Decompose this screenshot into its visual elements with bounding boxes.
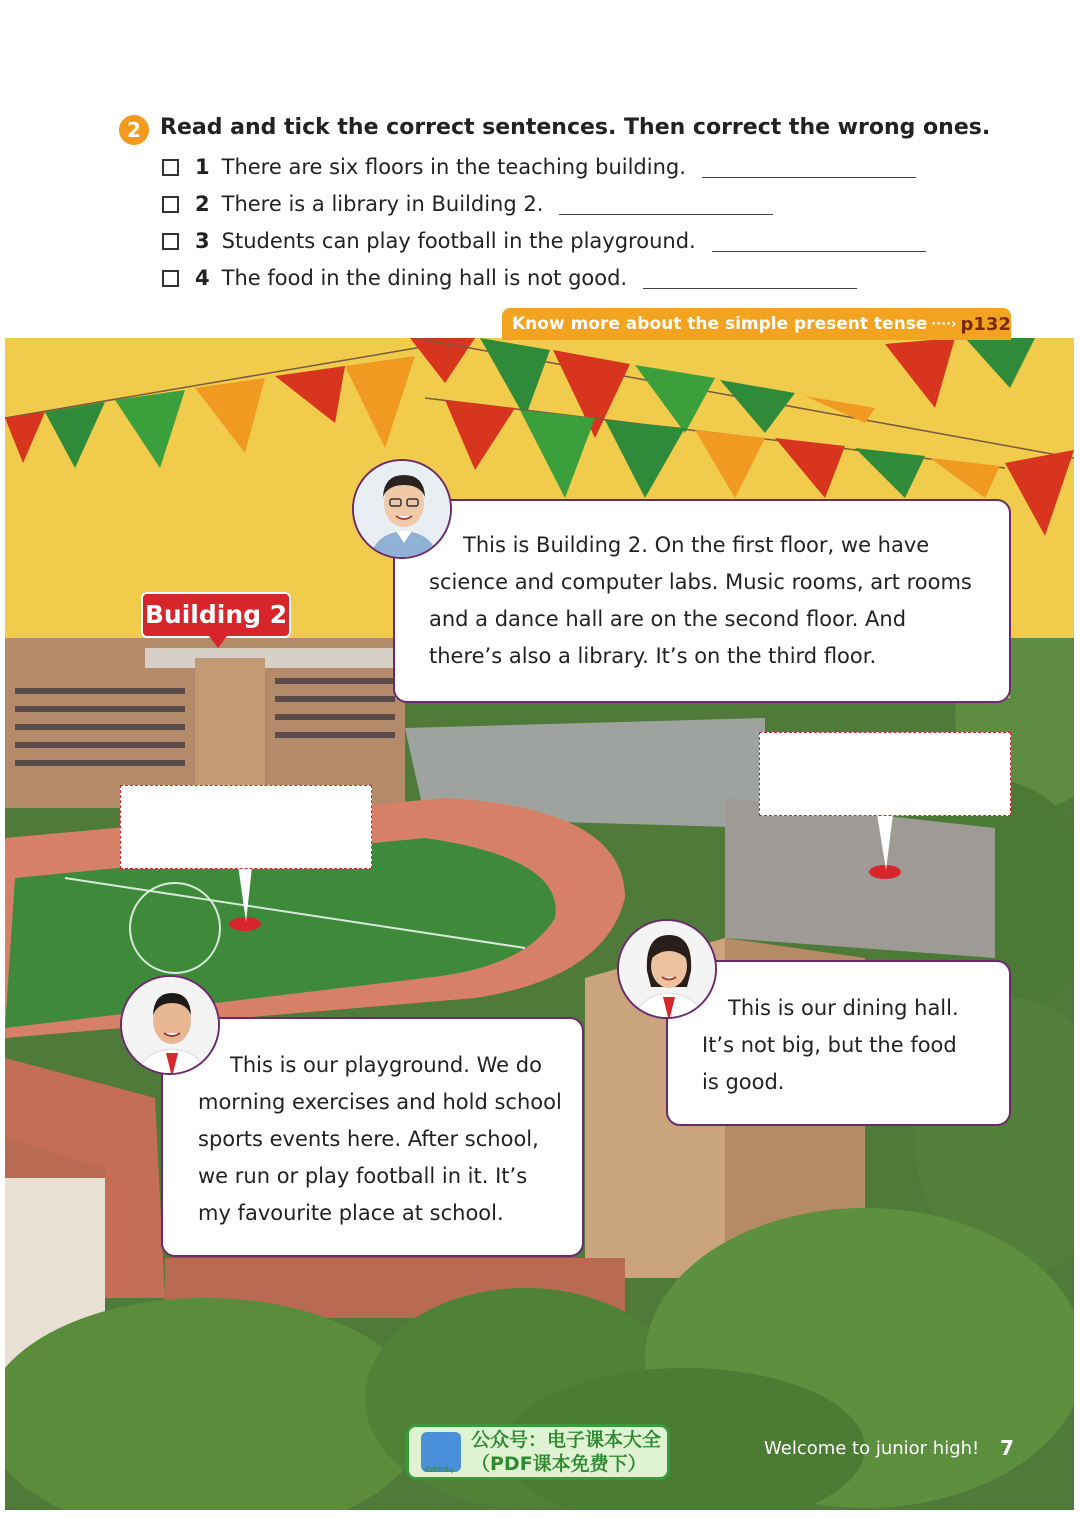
item-number: 3 <box>195 229 210 253</box>
playground-label-blank[interactable] <box>120 785 372 869</box>
exercise-item <box>162 263 857 293</box>
answer-line[interactable] <box>643 288 857 289</box>
teacher-avatar <box>352 459 452 559</box>
tick-checkbox[interactable] <box>162 196 179 213</box>
tick-checkbox[interactable] <box>162 159 179 176</box>
unit-title-footer: Welcome to junior high! <box>764 1438 980 1459</box>
answer-line[interactable] <box>559 214 773 215</box>
watermark-small-text: dzkbdq <box>424 1465 454 1474</box>
grammar-reference-tab[interactable] <box>502 308 1011 340</box>
item-sentence: There is a library in Building 2. <box>221 192 544 216</box>
girl-speech-bubble <box>666 960 1011 1126</box>
dining-hall-label-blank[interactable] <box>759 732 1011 816</box>
dining-hall-pin-icon <box>869 865 901 879</box>
watermark-badge <box>406 1424 670 1480</box>
bubble-line: and a dance hall are on the second floor. And <box>429 607 907 631</box>
girl-avatar <box>617 919 717 1019</box>
exercise-title: Read and tick the correct sentences. Then correct the wrong ones. <box>160 115 991 140</box>
reference-page: p132 <box>960 313 1011 335</box>
bubble-line: science and computer labs. Music rooms, art rooms <box>429 570 972 594</box>
exercise-number-badge: 2 <box>119 115 149 145</box>
boy-portrait-icon <box>122 977 220 1075</box>
teacher-portrait-icon <box>354 461 452 559</box>
building-label-pointer <box>209 636 227 648</box>
tick-checkbox[interactable] <box>162 270 179 287</box>
exercise-item <box>162 226 926 256</box>
watermark-line1: 公众号：电子课本大全 <box>471 1429 662 1451</box>
bubble-line: there’s also a library. It’s on the third floor. <box>429 644 877 668</box>
bubble-line: morning exercises and hold school <box>198 1090 562 1114</box>
answer-line[interactable] <box>712 251 926 252</box>
exercise-item <box>162 189 773 219</box>
bubble-line: sports events here. After school, <box>198 1127 539 1151</box>
bubble-line: It’s not big, but the food <box>702 1033 957 1057</box>
bubble-line: my favourite place at school. <box>198 1201 504 1225</box>
watermark-line2: （PDF课本免费下） <box>471 1453 647 1475</box>
item-number: 2 <box>195 192 210 216</box>
bubble-line: This is our playground. We do <box>230 1053 542 1077</box>
item-sentence: There are six floors in the teaching building. <box>221 155 686 179</box>
item-number: 1 <box>195 155 210 179</box>
girl-portrait-icon <box>619 921 717 1019</box>
item-sentence: Students can play football in the playground. <box>221 229 696 253</box>
item-sentence: The food in the dining hall is not good. <box>221 266 628 290</box>
playground-pin-icon <box>229 917 261 931</box>
reference-arrow-icon: ····› <box>931 316 957 332</box>
bubble-line: is good. <box>702 1070 785 1094</box>
exercise-item <box>162 152 916 182</box>
tick-checkbox[interactable] <box>162 233 179 250</box>
watermark-text <box>471 1428 661 1476</box>
page-number: 7 <box>1000 1436 1014 1460</box>
building-label: Building 2 <box>143 594 289 636</box>
teacher-speech-bubble <box>393 499 1011 703</box>
reference-text: Know more about the simple present tense <box>512 314 928 334</box>
bubble-line: This is our dining hall. <box>728 996 959 1020</box>
item-number: 4 <box>195 266 210 290</box>
answer-line[interactable] <box>702 177 916 178</box>
boy-avatar <box>120 975 220 1075</box>
bubble-line: we run or play football in it. It’s <box>198 1164 528 1188</box>
dining-hall-pin-stem <box>877 814 893 870</box>
boy-speech-bubble <box>161 1017 584 1257</box>
bubble-line: This is Building 2. On the first floor, we have <box>463 533 930 557</box>
